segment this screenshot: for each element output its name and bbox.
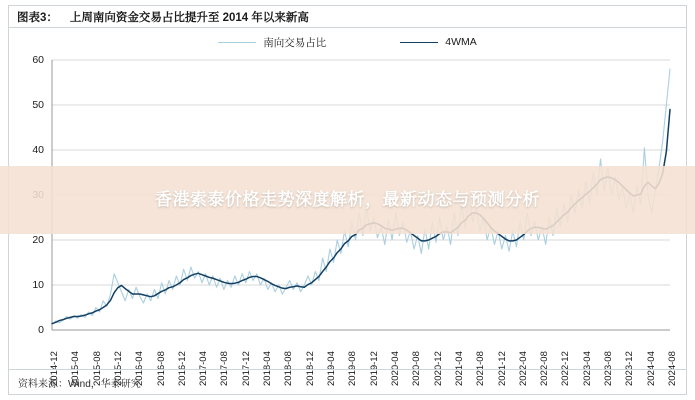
page-title: 上周南向资金交易占比提升至 2014 年以来新高 <box>69 11 309 24</box>
x-axis-tick-label: 2020-04 <box>389 351 401 386</box>
x-axis-tick-label: 2023-04 <box>581 351 593 386</box>
x-axis-tick-label: 2022-08 <box>539 351 551 386</box>
x-axis-tick-label: 2021-12 <box>496 351 508 386</box>
overlay-banner-text: 香港索泰价格走势深度解析，最新动态与预测分析 <box>155 190 540 209</box>
x-axis-tick-label: 2021-08 <box>475 351 487 386</box>
x-axis-tick-label: 2016-08 <box>155 351 167 386</box>
x-axis-tick-label: 2018-12 <box>304 351 316 386</box>
legend-label-series2: 4WMA <box>445 36 477 48</box>
x-axis-tick-label: 2023-12 <box>624 351 636 386</box>
x-axis-tick-label: 2019-08 <box>347 351 359 386</box>
figure-source-bar <box>9 369 686 394</box>
x-axis-tick-label: 2019-04 <box>326 351 338 386</box>
y-axis-tick-label: 60 <box>32 54 44 66</box>
figure-source: 资料来源：Wind，华泰研究 <box>18 378 141 390</box>
figure-tag: 图表3： <box>17 11 58 24</box>
x-axis-tick-label: 2024-04 <box>645 351 657 386</box>
y-axis-tick-label: 10 <box>32 279 44 291</box>
x-axis-tick-label: 2015-08 <box>91 351 103 386</box>
x-axis-tick-label: 2017-04 <box>198 351 210 386</box>
x-axis-tick-label: 2016-12 <box>176 351 188 386</box>
x-axis-tick-label: 2024-08 <box>667 351 678 386</box>
x-axis-tick-label: 2015-12 <box>112 351 124 386</box>
x-axis-tick-label: 2022-04 <box>517 351 529 386</box>
y-axis-tick-label: 0 <box>38 324 44 336</box>
x-axis-tick-label: 2023-08 <box>603 351 615 386</box>
y-axis-tick-label: 20 <box>32 234 44 246</box>
x-axis-tick-label: 2021-04 <box>453 351 465 386</box>
x-axis-tick-label: 2016-04 <box>134 351 146 386</box>
y-axis-tick-label: 40 <box>32 144 44 156</box>
legend-label-series1: 南向交易占比 <box>263 36 327 49</box>
x-axis-tick-label: 2020-12 <box>432 351 444 386</box>
x-axis-tick-label: 2018-08 <box>283 351 295 386</box>
x-axis-tick-label: 2022-12 <box>560 351 572 386</box>
x-axis-tick-label: 2019-12 <box>368 351 380 386</box>
x-axis-tick-label: 2020-08 <box>411 351 423 386</box>
x-axis-tick-label: 2015-04 <box>70 351 82 386</box>
x-axis-tick-label: 2014-12 <box>49 351 60 386</box>
overlay-banner <box>0 166 695 234</box>
x-axis-tick-label: 2018-04 <box>262 351 274 386</box>
x-axis-tick-label: 2017-12 <box>240 351 252 386</box>
x-axis-tick-label: 2017-08 <box>219 351 231 386</box>
y-axis-tick-label: 50 <box>32 99 44 111</box>
